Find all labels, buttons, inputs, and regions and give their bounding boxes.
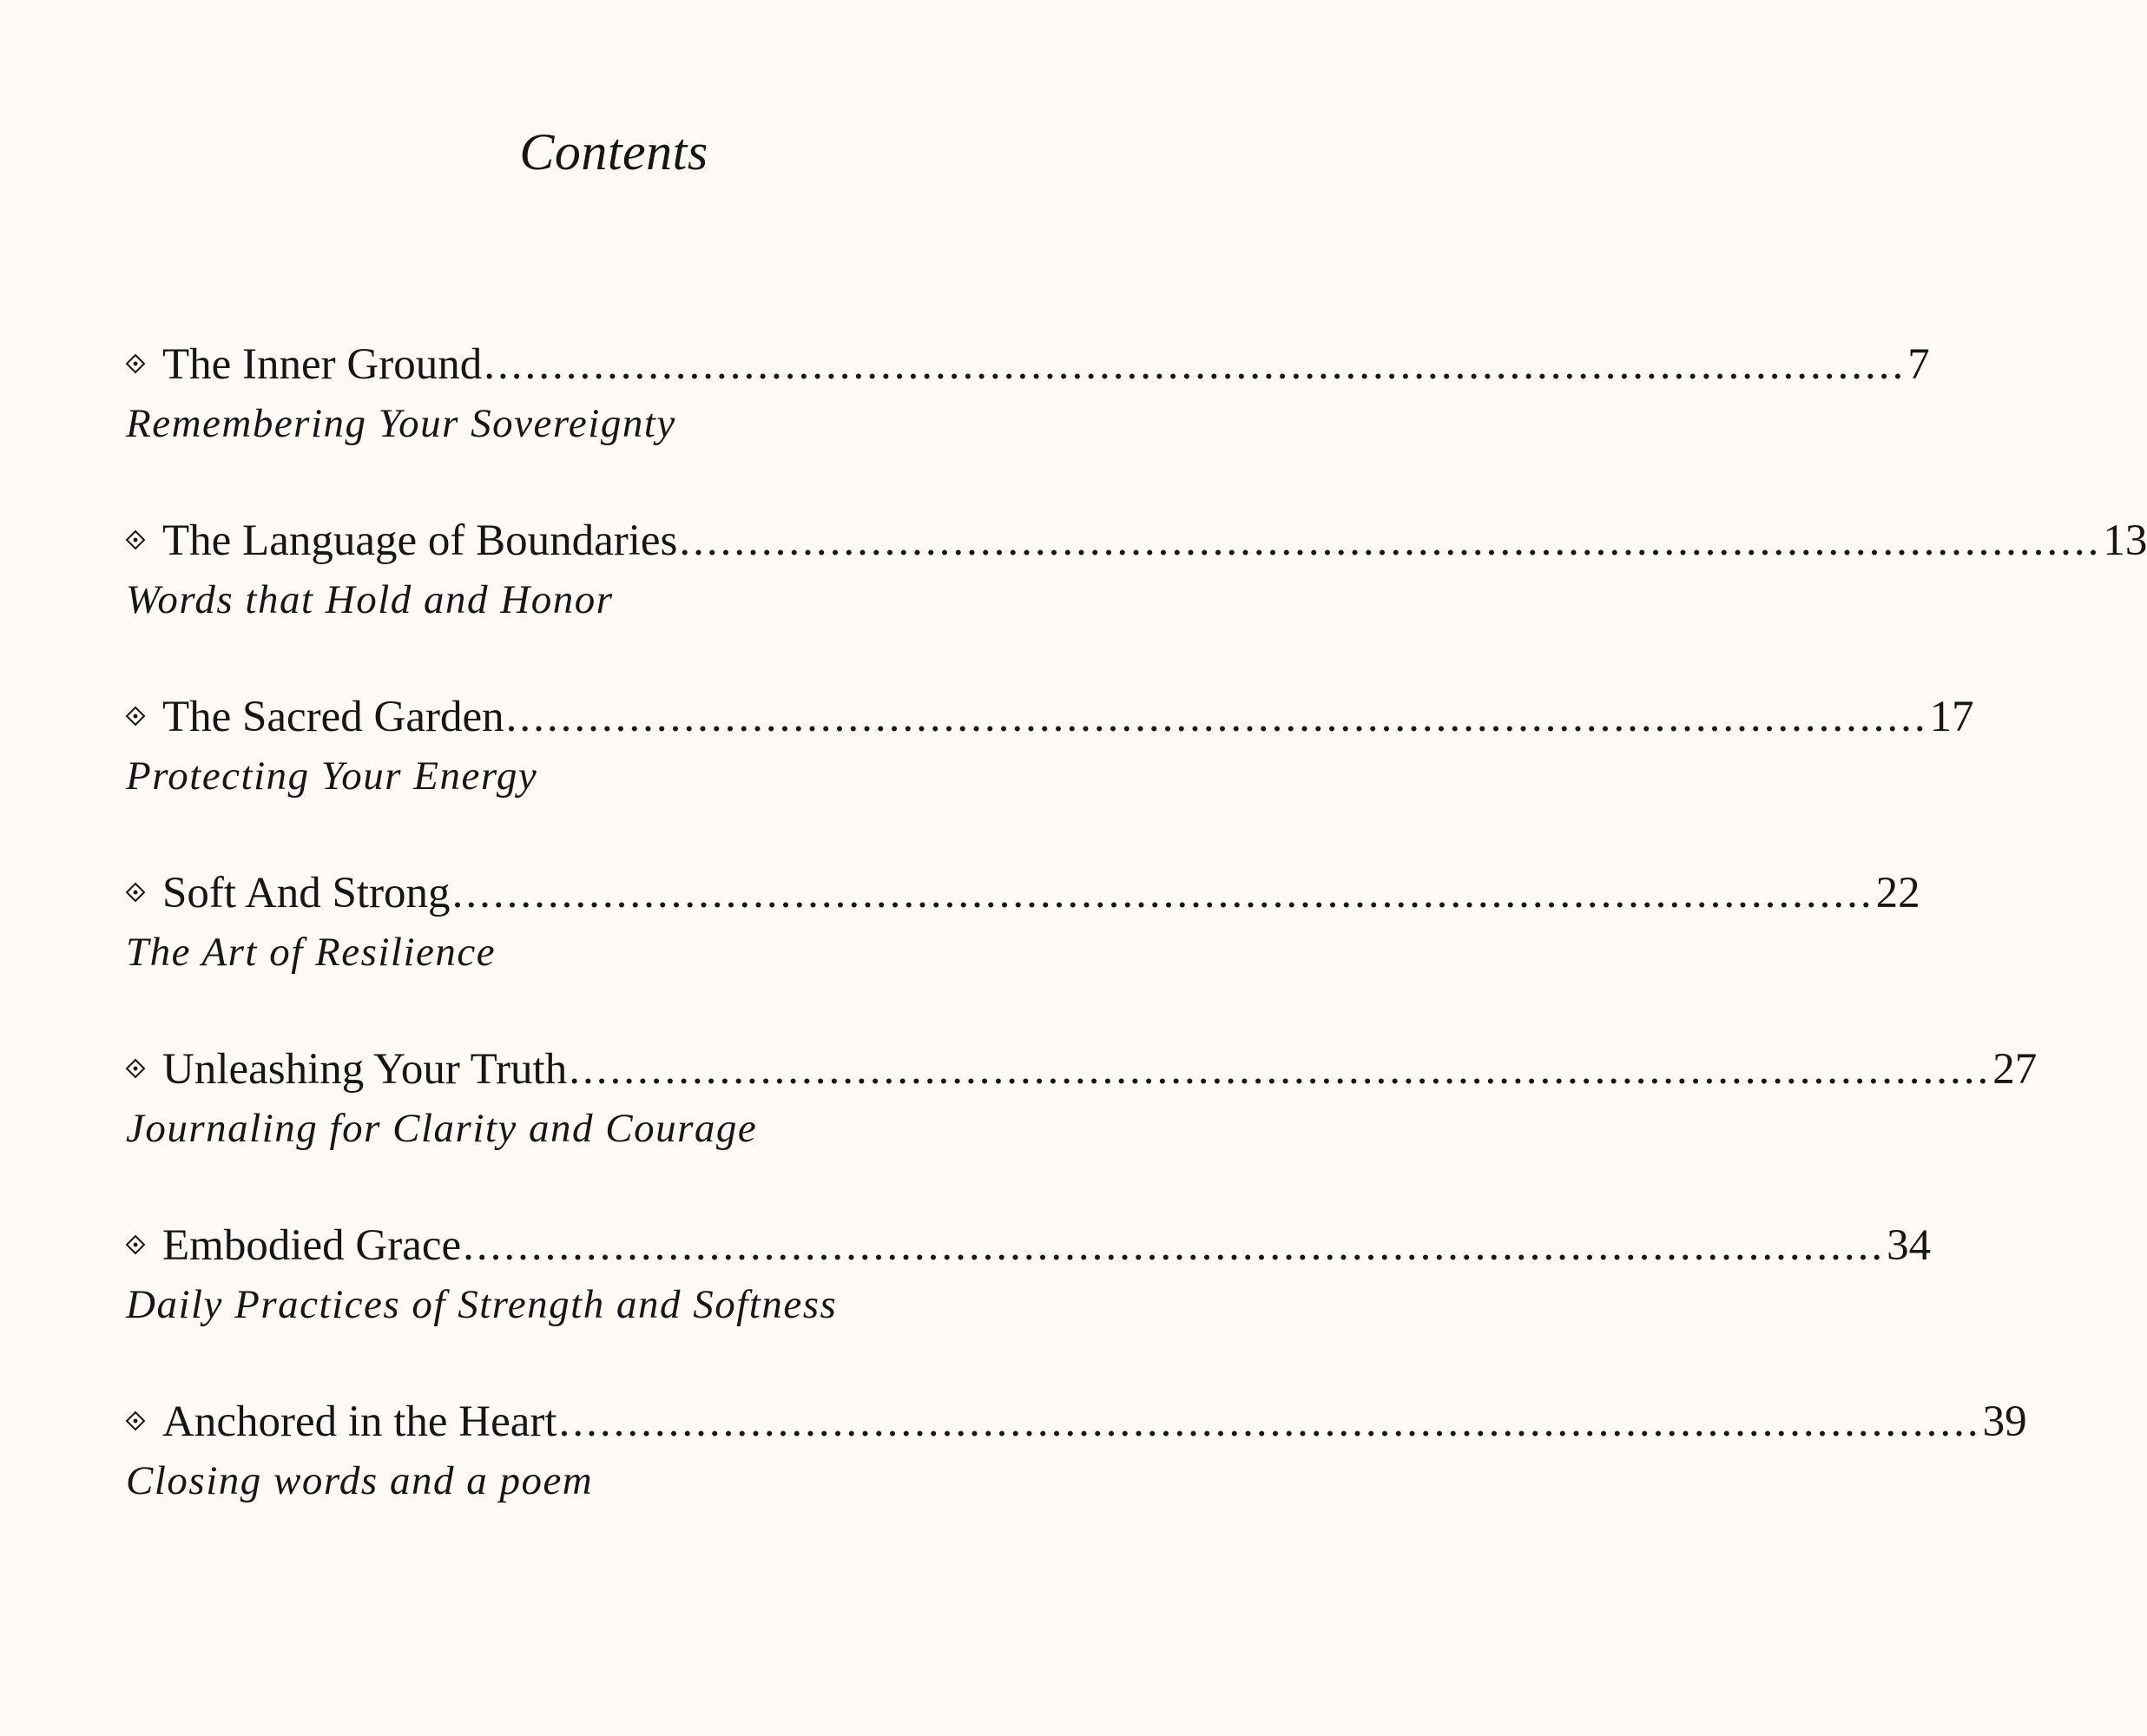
toc-page-number: 34	[1887, 1221, 1932, 1270]
toc-entry-subtitle: Words that Hold and Honor	[126, 577, 614, 622]
dot-leader: ........................................................................................................	[558, 1397, 1981, 1446]
toc-entry-line	[126, 693, 1974, 741]
toc-page-number: 17	[1929, 693, 1974, 741]
toc-page-number: 27	[1992, 1045, 2038, 1094]
diamond-dot-icon	[126, 1235, 145, 1254]
toc-page-number: 7	[1907, 340, 1930, 389]
diamond-dot-icon	[126, 530, 145, 549]
toc-entry-line	[126, 340, 1930, 389]
toc-entry-subtitle: Protecting Your Energy	[126, 753, 538, 799]
dot-leader: ........................................................................................................	[451, 869, 1874, 917]
toc-entry-title: Unleashing Your Truth	[162, 1045, 568, 1094]
toc-entry-title: Soft And Strong	[162, 869, 451, 917]
toc-entry-subtitle: The Art of Resilience	[126, 930, 497, 975]
toc-page-number: 22	[1875, 869, 1920, 917]
diamond-dot-icon	[126, 354, 145, 373]
toc-entry-line	[126, 869, 1920, 917]
toc-page-number: 39	[1982, 1397, 2027, 1446]
toc-entry[interactable]	[126, 516, 2147, 693]
toc-entry-subtitle: Remembering Your Sovereignty	[126, 401, 676, 446]
dot-leader: ........................................................................................................	[484, 340, 1907, 389]
toc-entry[interactable]	[126, 1221, 1932, 1397]
dot-leader: ........................................................................................................	[463, 1221, 1886, 1270]
toc-entry-title: The Inner Ground	[162, 340, 483, 389]
toc-entry[interactable]	[126, 1397, 2027, 1574]
diamond-dot-icon	[126, 1059, 145, 1078]
diamond-dot-icon	[126, 707, 145, 726]
toc-entry-line	[126, 1397, 2027, 1446]
toc-entry-subtitle: Daily Practices of Strength and Softness	[126, 1282, 838, 1327]
diamond-dot-icon	[126, 1411, 145, 1430]
toc-entry-title: The Sacred Garden	[162, 693, 504, 741]
toc-entry[interactable]	[126, 693, 1974, 869]
toc-page-number: 13	[2103, 516, 2147, 565]
toc-entry-line	[126, 1045, 2038, 1094]
page-title: Contents	[519, 123, 708, 181]
dot-leader: ........................................................................................................	[505, 693, 1928, 741]
toc-entry-title: Anchored in the Heart	[162, 1397, 557, 1446]
dot-leader: ........................................................................................................	[679, 516, 2102, 565]
toc-entry-title: The Language of Boundaries	[162, 516, 678, 565]
toc-entry[interactable]	[126, 1045, 2038, 1221]
toc-entry[interactable]	[126, 340, 1930, 516]
toc-entry-line	[126, 516, 2147, 565]
toc-entry[interactable]	[126, 869, 1920, 1045]
diamond-dot-icon	[126, 883, 145, 902]
toc-entry-line	[126, 1221, 1932, 1270]
table-of-contents	[126, 340, 2147, 1574]
toc-entry-subtitle: Closing words and a poem	[126, 1458, 594, 1503]
toc-entry-subtitle: Journaling for Clarity and Courage	[126, 1106, 758, 1151]
dot-leader: ........................................................................................................	[569, 1045, 1992, 1094]
toc-entry-title: Embodied Grace	[162, 1221, 462, 1270]
